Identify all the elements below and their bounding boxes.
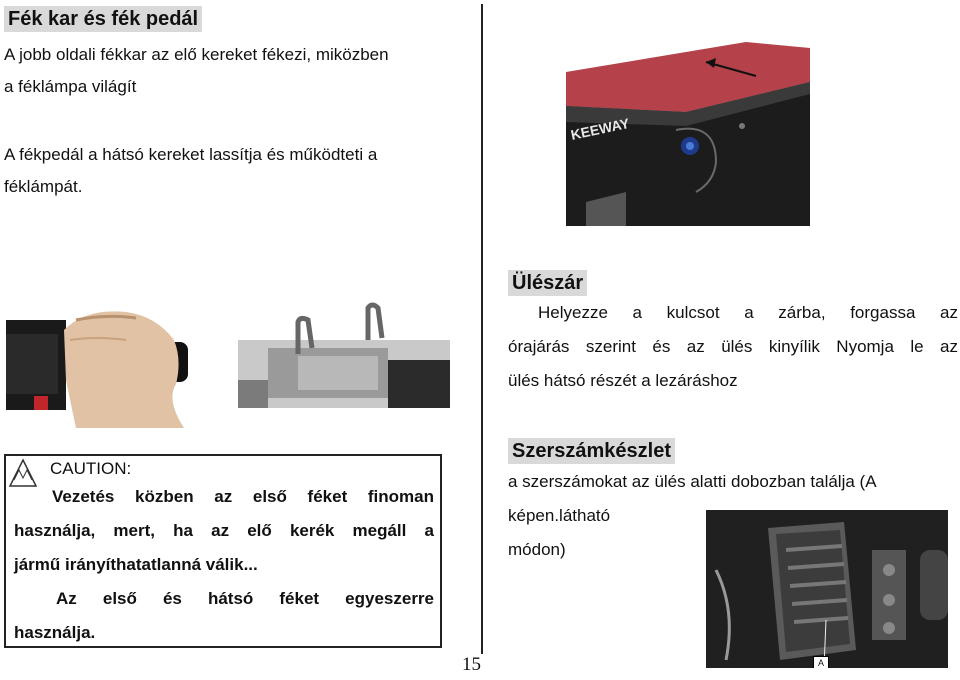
brake-pedal-photo [238,300,450,408]
caution-line-2: használja, mert, ha az elő kerék megáll a [14,521,434,540]
seatlock-heading-text: Ülészár [508,270,587,296]
seatlock-line-2: órajárás szerint és az ülés kinyílik Nyomja le az [508,337,958,356]
caution-line-1: Vezetés közben az első féket finoman [52,487,434,506]
photo-label-a: A [813,656,829,668]
toolkit-line-2: képen.látható [508,506,611,525]
seat-lock-photo [566,42,810,226]
brake-line-4: féklámpát. [4,177,83,196]
brake-line-1: A jobb oldali fékkar az elő kereket fékezi, miközben [4,45,389,64]
caution-line-3: jármű irányíthatatlanná válik... [14,555,258,574]
caution-line-4: Az első és hátsó féket egyeszerre [56,589,434,608]
seatlock-line-1: Helyezze a kulcsot a zárba, forgassa az [538,303,958,322]
toolkit-line-3: módon) [508,540,566,559]
brake-line-2: a féklámpa világít [4,77,137,96]
brake-lever-photo [6,300,188,428]
brake-heading [4,6,202,32]
seatlock-heading [508,270,587,296]
toolkit-heading [508,438,675,464]
toolkit-heading-text: Szerszámkészlet [508,438,675,464]
column-divider [481,4,483,654]
caution-title: CAUTION: [50,459,132,478]
warning-triangle-icon [8,458,38,488]
brake-heading-text: Fék kar és fék pedál [4,6,202,32]
toolkit-line-1: a szerszámokat az ülés alatti dobozban találja (A [508,472,877,491]
brake-line-3: A fékpedál a hátsó kereket lassítja és működteti a [4,145,378,164]
seatlock-line-3: ülés hátsó részét a lezáráshoz [508,371,738,390]
toolkit-photo [706,510,948,668]
keeway-logo: KEEWAY [569,114,631,143]
caution-line-5: használja. [14,623,96,642]
page-number: 15 [462,654,481,675]
